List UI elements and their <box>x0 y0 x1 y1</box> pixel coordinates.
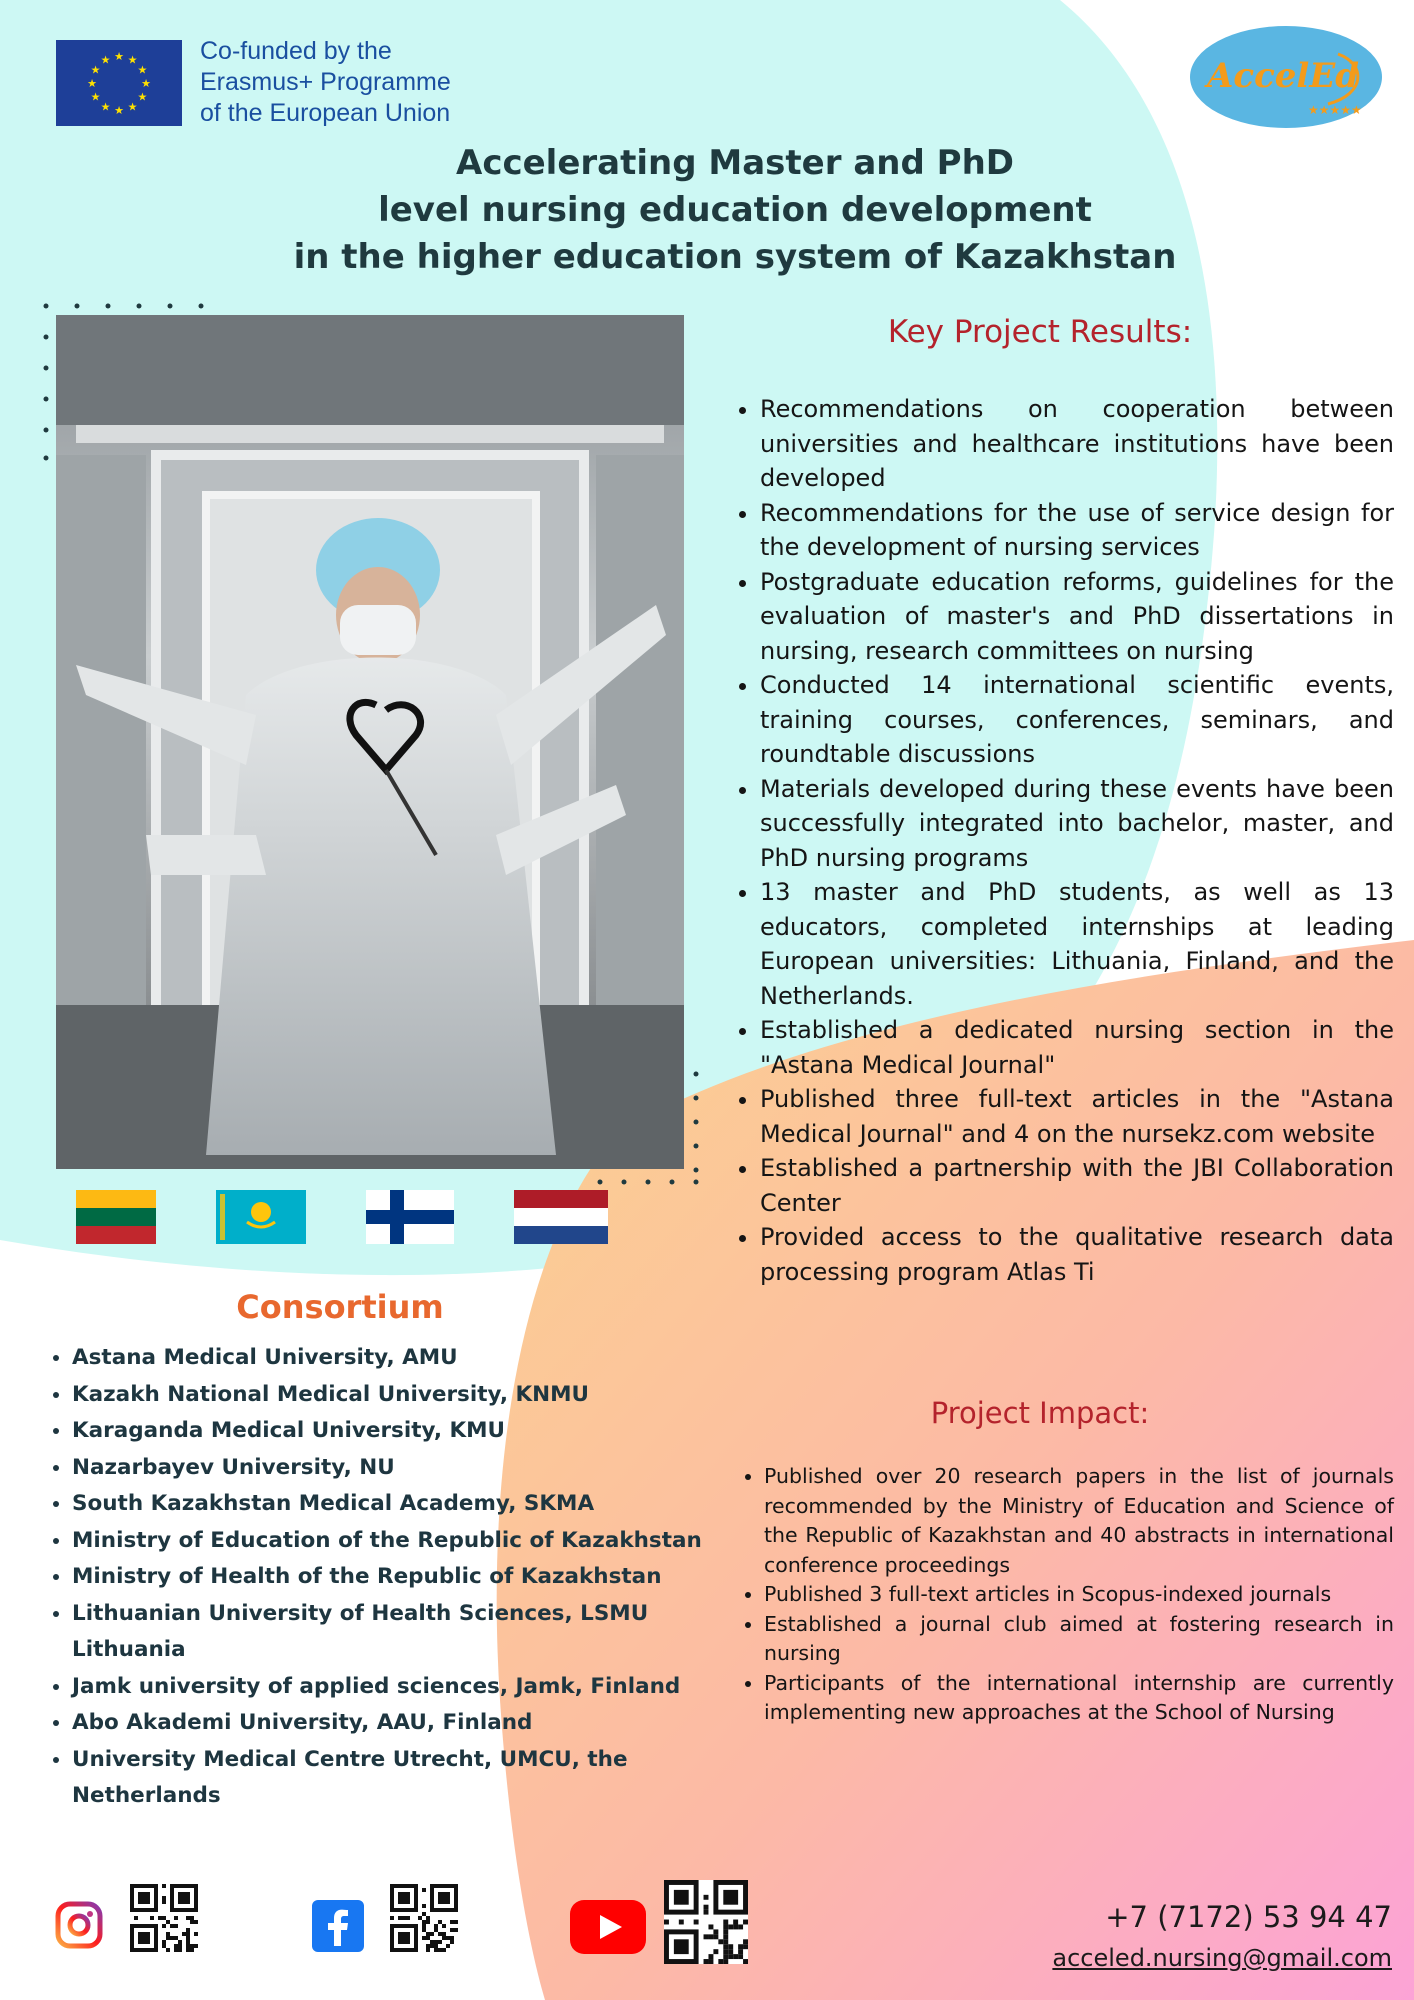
svg-text:★★★★★: ★★★★★ <box>1308 103 1362 117</box>
project-impact-title: Project Impact: <box>930 1396 1150 1430</box>
list-item: • University Medical Centre Utrecht, UMCU, the Netherlands <box>72 1742 712 1815</box>
list-item: • Recommendations on cooperation between universities and healthcare institutions have been developed <box>760 392 1394 496</box>
list-item: • Astana Medical University, AMU <box>72 1340 712 1377</box>
instagram-qr-code <box>130 1884 198 1952</box>
list-item: • Conducted 14 international scientific events, training courses, conferences, seminars, and roundtable discussions <box>760 668 1394 772</box>
list-item: • Abo Akademi University, AAU, Finland <box>72 1705 712 1742</box>
consortium-title: Consortium <box>236 1288 444 1326</box>
list-item: • Lithuanian University of Health Sciences, LSMU Lithuania <box>72 1596 712 1669</box>
nurse-photo <box>56 315 684 1169</box>
svg-text:★: ★ <box>100 100 111 114</box>
list-item: • Established a partnership with the JBI Collaboration Center <box>760 1151 1394 1220</box>
contact-phone: +7 (7172) 53 94 47 <box>1105 1900 1392 1934</box>
page-title: Accelerating Master and PhD level nursing education development in the higher education system of Kazakhstan <box>293 143 1177 277</box>
contact-email-link[interactable]: acceled.nursing@gmail.com <box>1052 1944 1392 1972</box>
eu-cofunded-text: Co-funded by the Erasmus+ Programme of the European Union <box>200 37 451 127</box>
list-item: • Nazarbayev University, NU <box>72 1450 712 1487</box>
instagram-icon[interactable] <box>54 1900 104 1950</box>
list-item: • Jamk university of applied sciences, Jamk, Finland <box>72 1669 712 1706</box>
lithuania-flag <box>76 1190 156 1244</box>
list-item: • Published 3 full-text articles in Scopus-indexed journals <box>764 1580 1394 1610</box>
svg-text:★: ★ <box>137 90 148 104</box>
svg-text:★: ★ <box>127 100 138 114</box>
key-results-list <box>734 392 1394 1289</box>
list-item: • Karaganda Medical University, KMU <box>72 1413 712 1450</box>
svg-text:★: ★ <box>90 63 101 77</box>
partner-flags <box>72 1186 632 1246</box>
list-item: • Established a dedicated nursing section in the "Astana Medical Journal" <box>760 1013 1394 1082</box>
svg-text:★: ★ <box>100 53 111 67</box>
svg-text:★: ★ <box>137 63 148 77</box>
svg-text:★: ★ <box>114 104 124 117</box>
consortium-list <box>46 1340 712 1815</box>
youtube-qr-code <box>664 1880 748 1964</box>
list-item: • Provided access to the qualitative research data processing program Atlas Ti <box>760 1220 1394 1289</box>
svg-text:★: ★ <box>114 50 124 63</box>
facebook-qr-code <box>390 1884 458 1952</box>
svg-text:★: ★ <box>90 90 101 104</box>
list-item: • Materials developed during these events have been successfully integrated into bachelor, master, and PhD nursing programs <box>760 772 1394 876</box>
list-item: • 13 master and PhD students, as well as 13 educators, completed internships at leading European universities: Lithuania, Finland, and the Netherlands. <box>760 875 1394 1013</box>
list-item: • Recommendations for the use of service design for the development of nursing services <box>760 496 1394 565</box>
key-results-title: Key Project Results: <box>887 314 1193 350</box>
list-item: • South Kazakhstan Medical Academy, SKMA <box>72 1486 712 1523</box>
youtube-icon[interactable] <box>570 1900 646 1954</box>
list-item: • Published three full-text articles in the "Astana Medical Journal" and 4 on the nursekz.com website <box>760 1082 1394 1151</box>
list-item: • Ministry of Education of the Republic of Kazakhstan <box>72 1523 712 1560</box>
list-item: • Published over 20 research papers in the list of journals recommended by the Ministry of Education and Science of the Republic of Kazakhstan and 40 abstracts in international conference proceedings <box>764 1462 1394 1580</box>
svg-text:★: ★ <box>127 53 138 67</box>
dots-decoration-lower <box>580 1068 700 1188</box>
svg-text:★: ★ <box>87 77 97 90</box>
netherlands-flag <box>514 1190 608 1244</box>
acceled-logo <box>1188 24 1384 130</box>
facebook-icon[interactable] <box>312 1900 364 1952</box>
list-item: • Established a journal club aimed at fostering research in nursing <box>764 1610 1394 1669</box>
svg-text:★: ★ <box>141 77 151 90</box>
eu-flag-icon <box>56 40 182 126</box>
kazakhstan-flag <box>216 1190 306 1244</box>
list-item: • Ministry of Health of the Republic of Kazakhstan <box>72 1559 712 1596</box>
list-item: • Participants of the international internship are currently implementing new approaches at the School of Nursing <box>764 1669 1394 1728</box>
finland-flag <box>366 1190 454 1244</box>
project-impact-list <box>738 1462 1394 1728</box>
list-item: • Kazakh National Medical University, KNMU <box>72 1377 712 1414</box>
list-item: • Postgraduate education reforms, guidelines for the evaluation of master's and PhD dissertations in nursing, research committees on nursing <box>760 565 1394 669</box>
logo-text: AccelEd <box>1206 56 1360 96</box>
